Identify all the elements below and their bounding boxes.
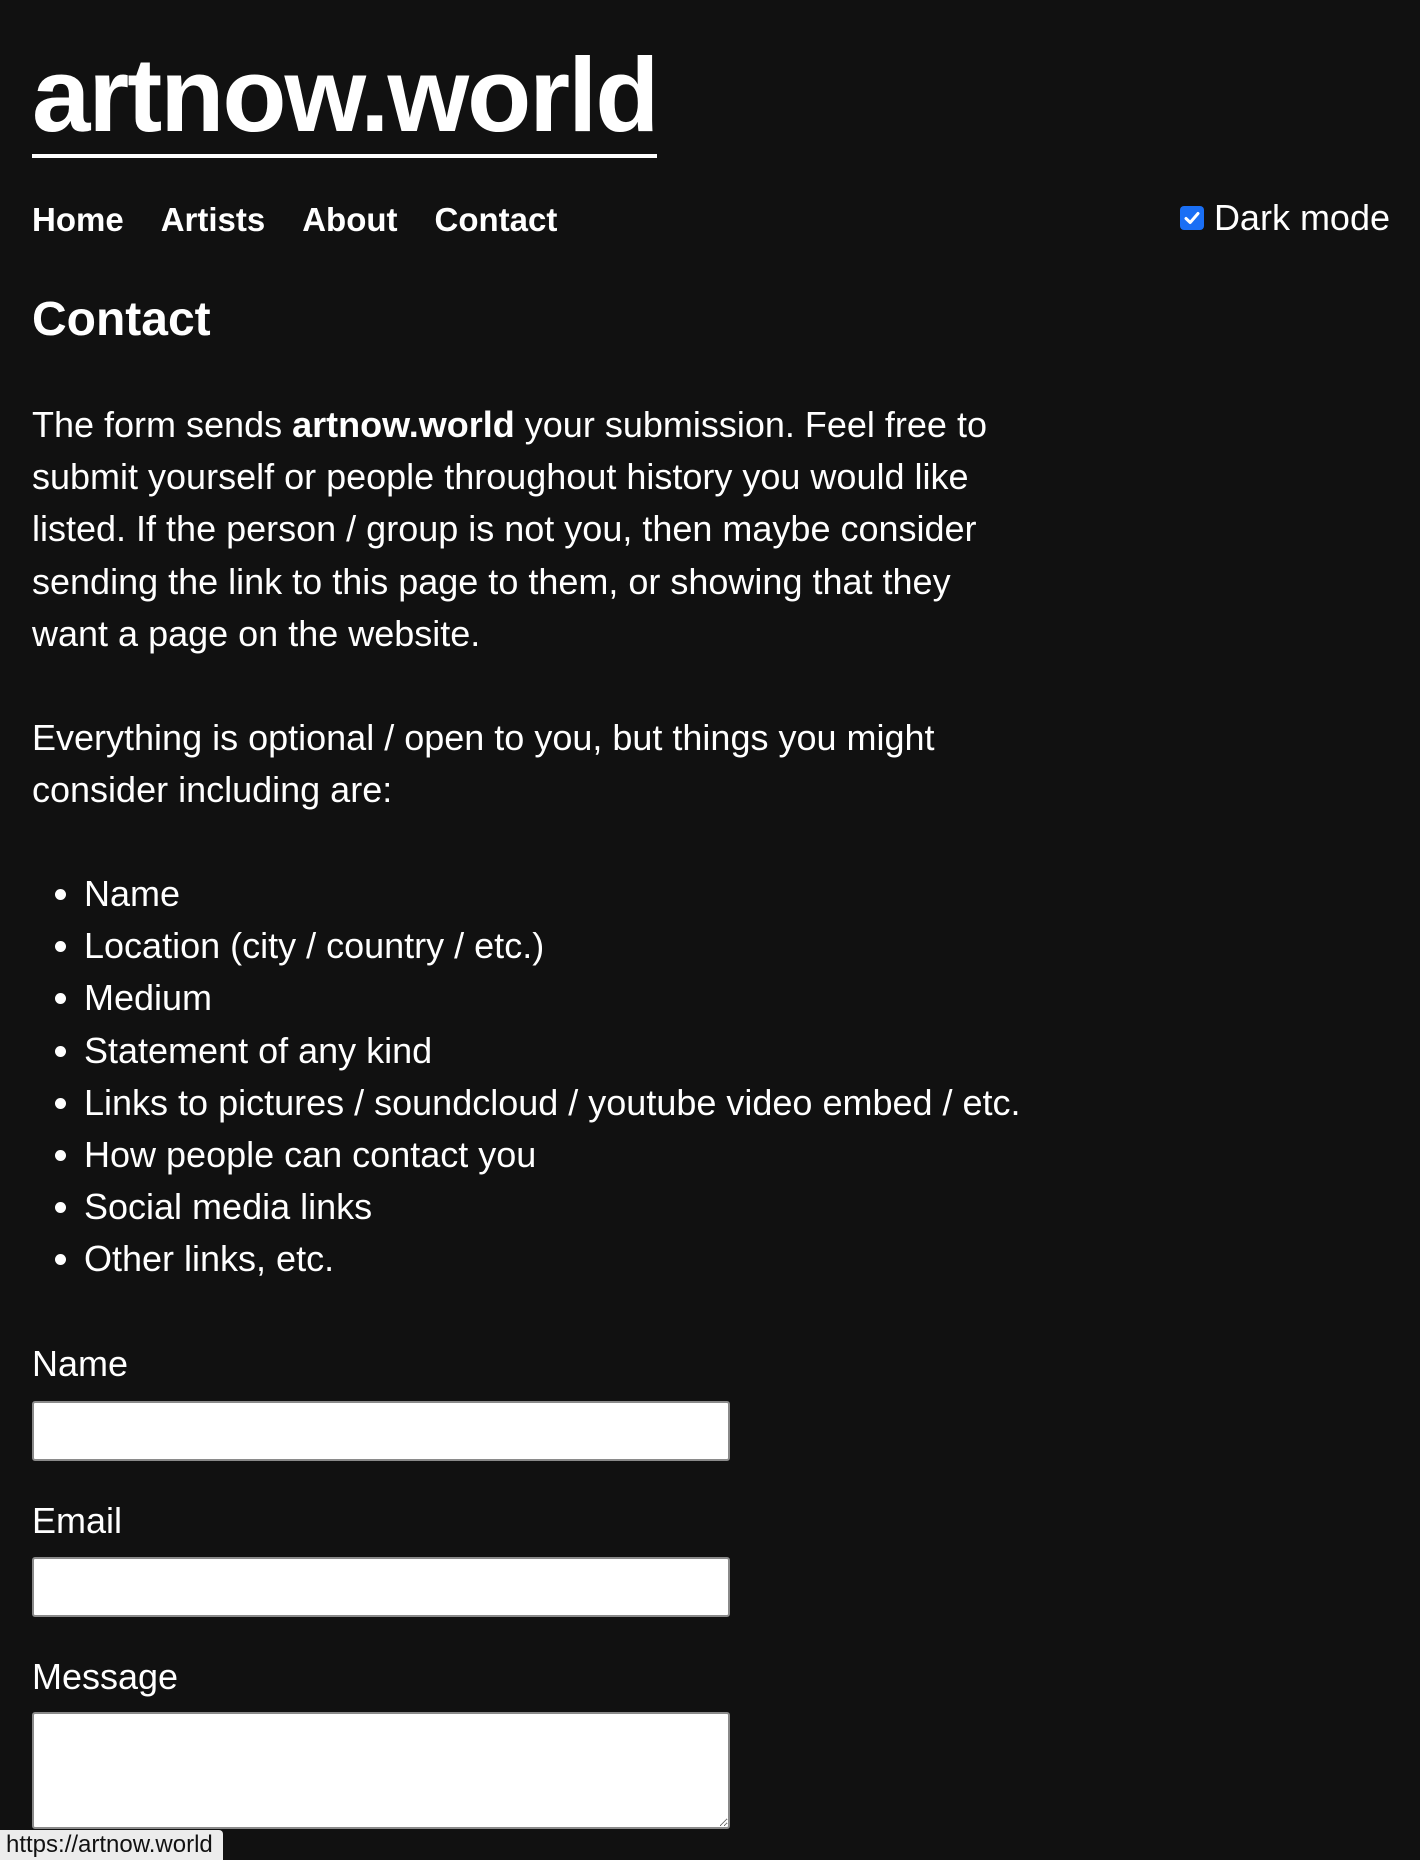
- intro-paragraph: [32, 399, 1012, 660]
- intro-text-start: The form sends: [32, 404, 293, 445]
- list-item: • Location (city / country / etc.): [84, 920, 1021, 972]
- name-input[interactable]: [32, 1401, 730, 1461]
- intro-site-name: artnow.world: [292, 404, 515, 445]
- checkmark-icon: [1183, 209, 1201, 227]
- nav-item-about[interactable]: About: [302, 201, 398, 238]
- dark-mode-label: Dark mode: [1213, 197, 1390, 238]
- list-item: • How people can contact you: [84, 1129, 1021, 1181]
- name-label: Name: [32, 1343, 129, 1384]
- nav-item-artists[interactable]: Artists: [160, 201, 266, 238]
- list-item: • Social media links: [84, 1181, 1021, 1233]
- list-item: • Links to pictures / soundcloud / youtube video embed / etc.: [84, 1077, 1021, 1129]
- list-item: • Name: [84, 868, 1021, 920]
- dark-mode-checkbox[interactable]: [1180, 206, 1204, 230]
- email-input[interactable]: [32, 1557, 730, 1617]
- suggestions-list: [32, 868, 1021, 1286]
- link-status-bar: https://artnow.world: [0, 1830, 223, 1860]
- site-title-link[interactable]: artnow.world: [32, 40, 657, 158]
- dark-mode-toggle[interactable]: [1180, 196, 1390, 240]
- email-label: Email: [32, 1500, 123, 1541]
- message-label: Message: [32, 1656, 179, 1697]
- list-item: • Other links, etc.: [84, 1233, 1021, 1285]
- main-nav: [32, 198, 557, 242]
- list-item: • Statement of any kind: [84, 1025, 1021, 1077]
- suggestions-intro: Everything is optional / open to you, but things you might consider including are:: [32, 717, 935, 811]
- page-title: Contact: [32, 293, 211, 346]
- message-textarea[interactable]: [32, 1712, 730, 1829]
- nav-item-contact[interactable]: Contact: [434, 201, 558, 238]
- list-item: • Medium: [84, 972, 1021, 1024]
- intro-text-end: your submission. Feel free to submit yourself or people throughout history you would like listed. If the person / group is not you, then maybe consider sending the link to this page to them, or showing that they want a page on the website.: [32, 404, 987, 654]
- nav-item-home[interactable]: Home: [32, 201, 124, 238]
